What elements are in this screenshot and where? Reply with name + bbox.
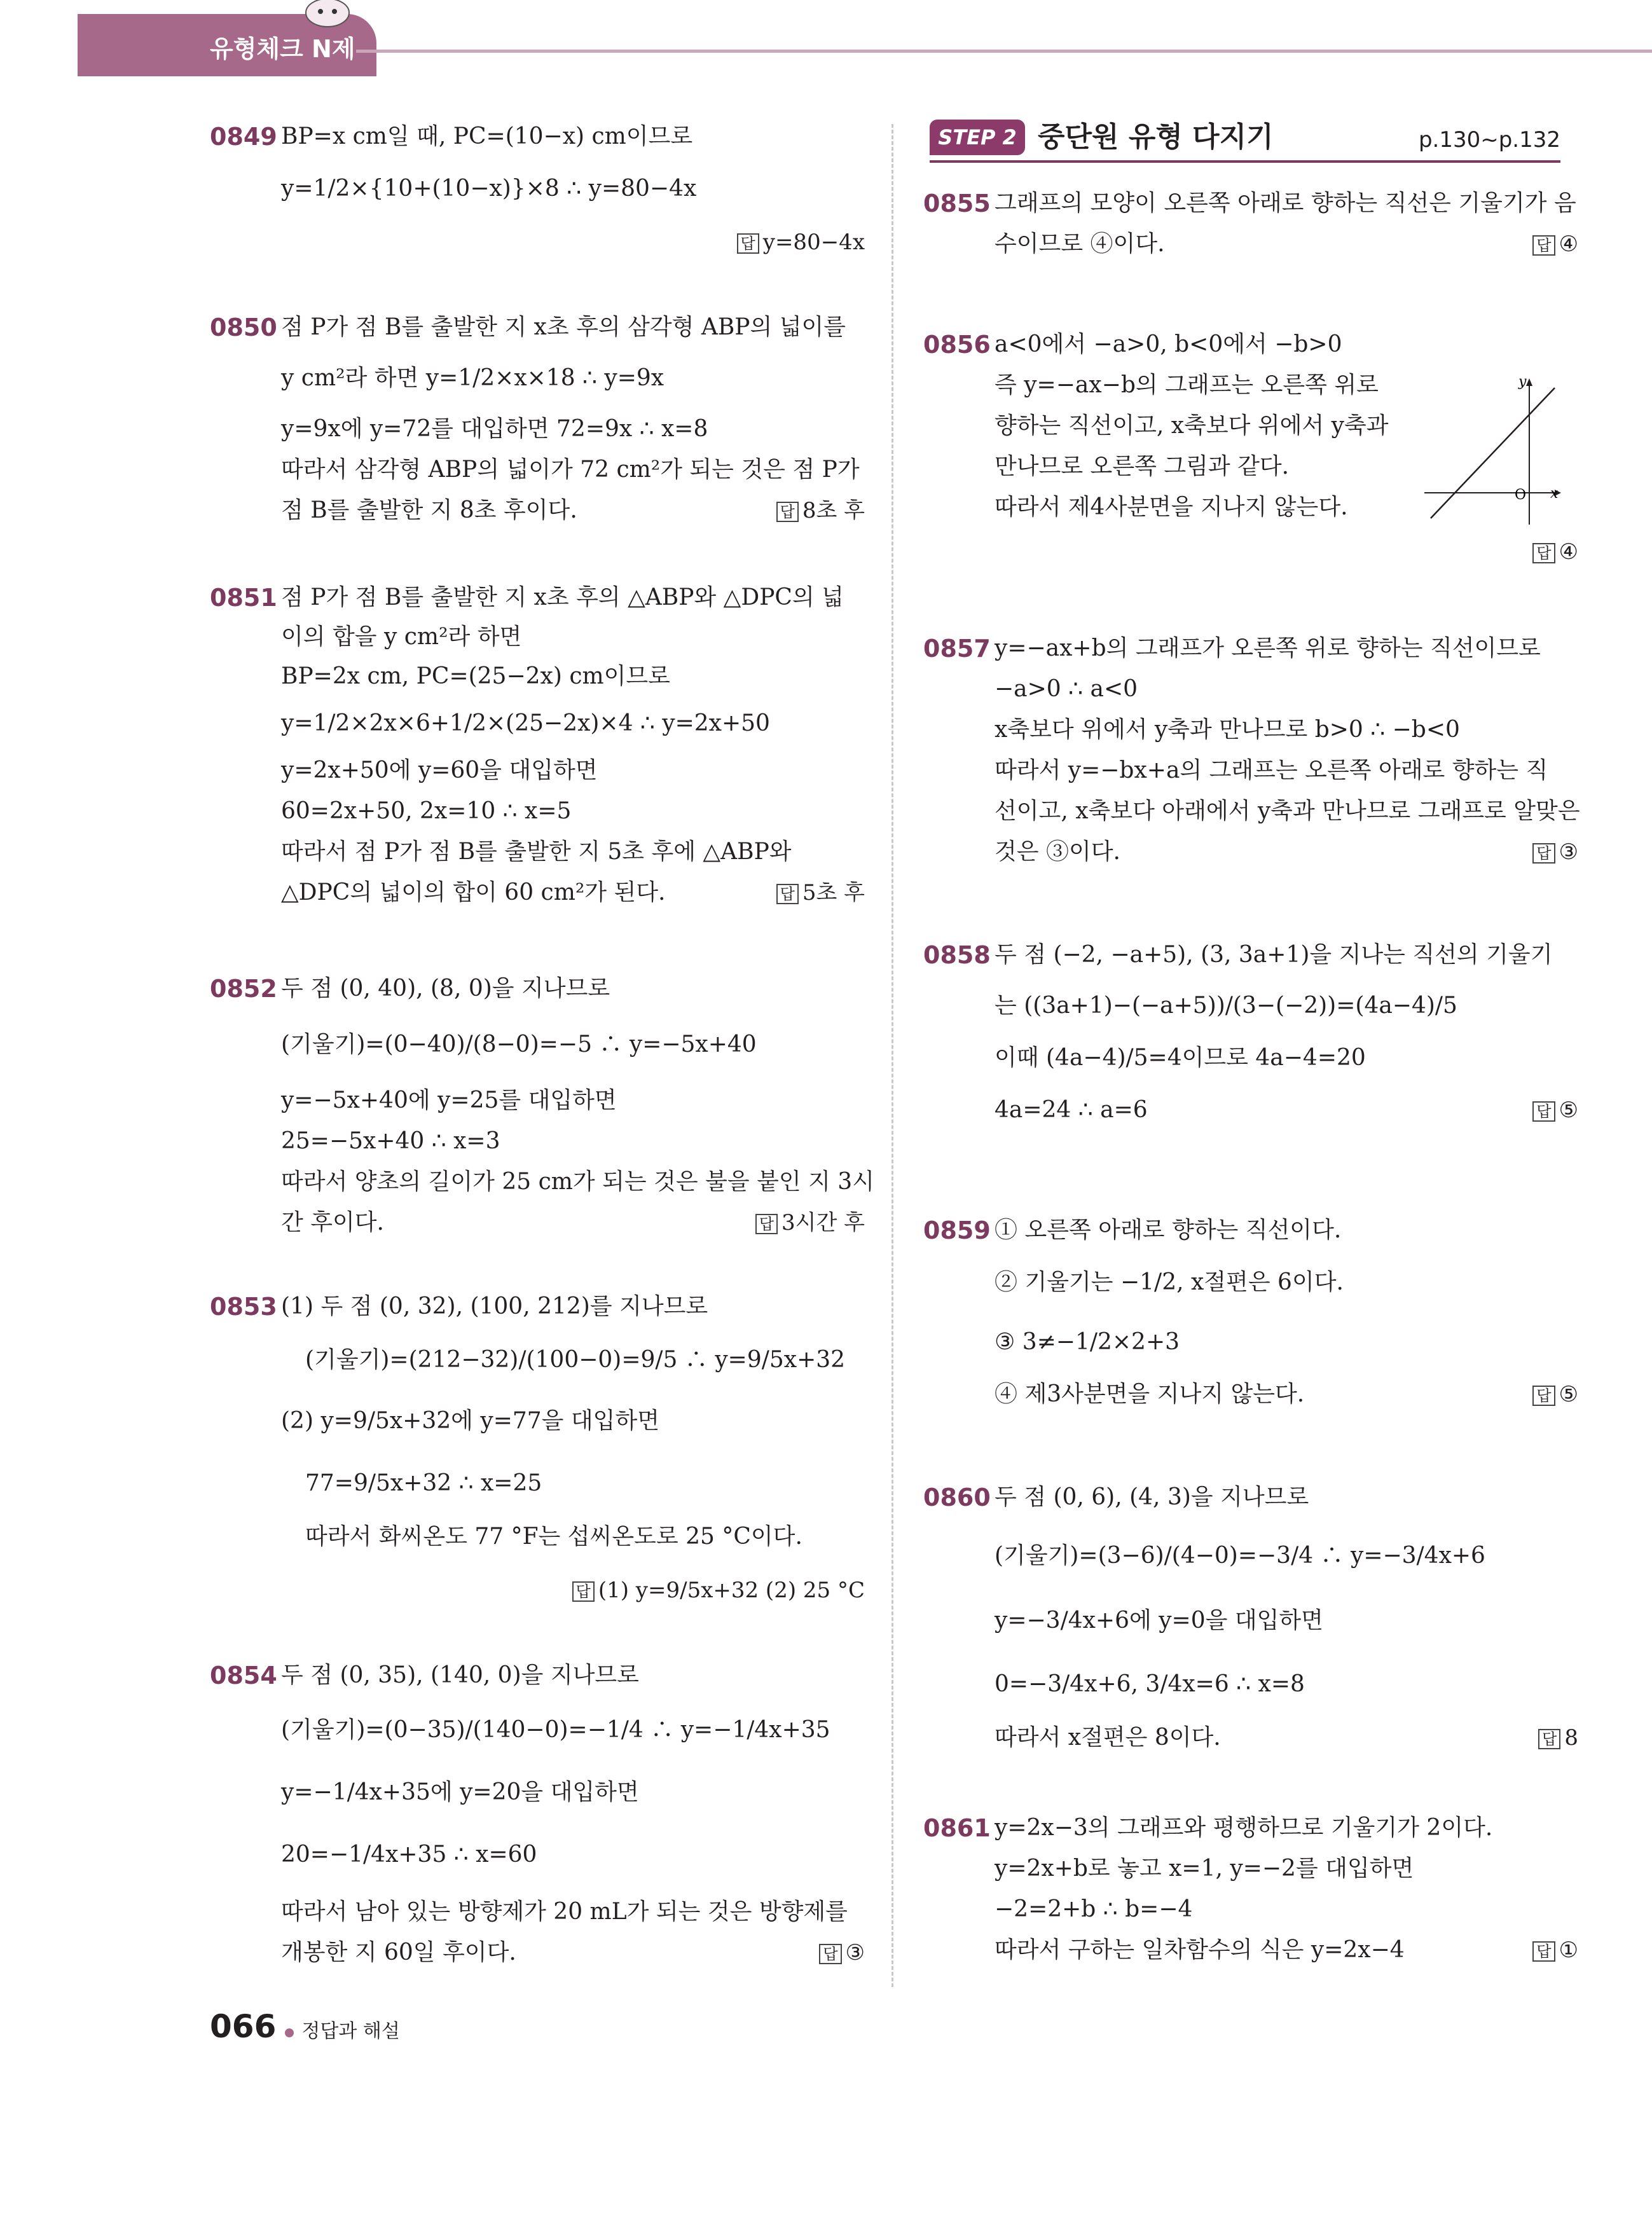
solution-line: 이때 (4a−4)/5=4이므로 4a−4=20	[995, 1045, 1366, 1071]
solution-line: 만나므로 오른쪽 그림과 같다.	[995, 453, 1290, 479]
solution-line: 60=2x+50, 2x=10 ∴ x=5	[281, 798, 572, 824]
solution-line: −2=2+b ∴ b=−4	[995, 1896, 1193, 1922]
problem-number: 0851	[210, 584, 277, 612]
solution-line: 두 점 (0, 6), (4, 3)을 지나므로	[995, 1484, 1309, 1510]
solution-line: 향하는 직선이고, x축보다 위에서 y축과	[995, 413, 1389, 439]
answer-value: 5초 후	[802, 880, 865, 905]
solution-line: 그래프의 모양이 오른쪽 아래로 향하는 직선은 기울기가 음	[995, 190, 1576, 216]
solution-line: 두 점 (0, 35), (140, 0)을 지나므로	[281, 1662, 639, 1688]
answer	[776, 874, 865, 912]
solution-line: 는 ((3a+1)−(−a+5))/(3−(−2))=(4a−4)/5	[995, 993, 1457, 1019]
answer-mark: 답	[1532, 235, 1555, 256]
solution-line: y=1/2×{10+(10−x)}×8 ∴ y=80−4x	[281, 176, 697, 202]
answer-value: ③	[1559, 839, 1578, 865]
problem-number: 0853	[210, 1293, 277, 1321]
answer-value: ①	[1559, 1937, 1578, 1963]
answer-mark: 답	[737, 233, 759, 254]
solution-line: 따라서 양초의 길이가 25 cm가 되는 것은 불을 붙인 지 3시	[281, 1169, 874, 1195]
answer-value: (1) y=9/5x+32 (2) 25 °C	[598, 1578, 865, 1603]
answer-value: ⑤	[1559, 1382, 1578, 1407]
answer	[819, 1934, 865, 1972]
problem-number: 0850	[210, 313, 277, 341]
problem-number: 0852	[210, 975, 277, 1003]
answer	[755, 1204, 865, 1242]
answer-mark: 답	[755, 1214, 778, 1234]
solution-line: BP=2x cm, PC=(25−2x) cm이므로	[281, 663, 670, 689]
origin-label: O	[1515, 487, 1527, 503]
solution-line: 점 P가 점 B를 출발한 지 x초 후의 삼각형 ABP의 넓이를	[281, 314, 846, 340]
solution-line: 따라서 점 P가 점 B를 출발한 지 5초 후에 △ABP와	[281, 839, 792, 865]
answer	[1532, 833, 1578, 871]
mascot-icon	[299, 0, 356, 32]
solution-line: 20=−1/4x+35 ∴ x=60	[281, 1841, 537, 1868]
solution-line: 77=9/5x+32 ∴ x=25	[305, 1470, 542, 1496]
problem-number: 0857	[923, 635, 991, 663]
solution-line: 이의 합을 y cm²라 하면	[281, 624, 522, 650]
answer	[776, 492, 865, 530]
solution-line: 25=−5x+40 ∴ x=3	[281, 1128, 500, 1154]
solution-line: y=−ax+b의 그래프가 오른쪽 위로 향하는 직선이므로	[995, 635, 1541, 661]
problem-number: 0859	[923, 1216, 991, 1244]
answer-value: ④	[1559, 539, 1578, 565]
answer	[1532, 533, 1578, 571]
solution-line: ④ 제3사분면을 지나지 않는다.	[995, 1381, 1305, 1407]
solution-line: 따라서 구하는 일차함수의 식은 y=2x−4	[995, 1937, 1405, 1963]
solution-line: (기울기)=(0−35)/(140−0)=−1/4 ∴ y=−1/4x+35	[281, 1717, 830, 1743]
solution-line: 선이고, x축보다 아래에서 y축과 만나므로 그래프로 알맞은	[995, 798, 1580, 824]
solution-line: a<0에서 −a>0, b<0에서 −b>0	[995, 331, 1342, 357]
solution-line: 따라서 남아 있는 방향제가 20 mL가 되는 것은 방향제를	[281, 1899, 848, 1925]
answer-value: ③	[845, 1940, 865, 1965]
y-axis-arrow	[1526, 378, 1532, 386]
solution-line: (2) y=9/5x+32에 y=77을 대입하면	[281, 1408, 660, 1434]
section-tab-label: 유형체크 N제	[210, 35, 355, 63]
solution-line: y=1/2×2x×6+1/2×(25−2x)×4 ∴ y=2x+50	[281, 710, 770, 736]
step-pages: p.130~p.132	[1418, 127, 1560, 153]
solution-line: y=2x+b로 놓고 x=1, y=−2를 대입하면	[995, 1855, 1414, 1882]
y-axis-label: y	[1518, 374, 1527, 390]
page-footer	[210, 2006, 400, 2047]
problem-number: 0849	[210, 123, 277, 151]
answer	[1532, 1931, 1578, 1969]
problem-number: 0856	[923, 331, 991, 359]
answer-value: ⑤	[1559, 1098, 1578, 1123]
problem-number: 0854	[210, 1662, 277, 1690]
answer	[737, 223, 865, 261]
answer-value: y=80−4x	[762, 230, 865, 255]
solution-line: 두 점 (0, 40), (8, 0)을 지나므로	[281, 975, 610, 1001]
solution-line: 따라서 삼각형 ABP의 넓이가 72 cm²가 되는 것은 점 P가	[281, 457, 860, 483]
solution-line: y=−5x+40에 y=25를 대입하면	[281, 1087, 617, 1113]
problem-number: 0860	[923, 1483, 991, 1511]
x-axis-label: x	[1550, 486, 1559, 502]
column-divider	[891, 124, 893, 1987]
answer-mark: 답	[776, 884, 799, 904]
solution-line: ③ 3≠−1/2×2+3	[995, 1329, 1180, 1355]
answer-value: 3시간 후	[781, 1210, 865, 1235]
solution-line: ① 오른쪽 아래로 향하는 직선이다.	[995, 1217, 1342, 1243]
solution-line: 따라서 x절편은 8이다.	[995, 1724, 1221, 1751]
problem-number: 0855	[923, 189, 991, 217]
solution-line: 따라서 제4사분면을 지나지 않는다.	[995, 494, 1348, 520]
answer	[1532, 225, 1578, 263]
answer-mark: 답	[1532, 543, 1555, 563]
solution-line: 4a=24 ∴ a=6	[995, 1097, 1148, 1123]
answer-mark: 답	[1538, 1729, 1560, 1749]
problem-number: 0861	[923, 1814, 991, 1842]
answer-mark: 답	[1532, 843, 1555, 864]
solution-line: 0=−3/4x+6, 3/4x=6 ∴ x=8	[995, 1671, 1305, 1697]
solution-line: 수이므로 ④이다.	[995, 231, 1165, 257]
step-rule	[930, 160, 1560, 163]
solution-line: 두 점 (−2, −a+5), (3, 3a+1)을 지나는 직선의 기울기	[995, 942, 1553, 968]
solution-line: ② 기울기는 −1/2, x절편은 6이다.	[995, 1269, 1344, 1295]
answer	[572, 1571, 865, 1609]
solution-line: 따라서 y=−bx+a의 그래프는 오른쪽 아래로 향하는 직	[995, 757, 1548, 783]
answer-value: ④	[1559, 231, 1578, 257]
answer	[1532, 1091, 1578, 1129]
line-graph-figure	[1424, 372, 1564, 525]
footer-dot-icon	[285, 2028, 294, 2037]
footer-label: 정답과 해설	[301, 2020, 400, 2042]
answer-mark: 답	[1532, 1941, 1555, 1962]
solution-line: (1) 두 점 (0, 32), (100, 212)를 지나므로	[281, 1293, 708, 1319]
solution-line: △DPC의 넓이의 합이 60 cm²가 된다.	[281, 879, 666, 905]
solution-line: y=−3/4x+6에 y=0을 대입하면	[995, 1607, 1323, 1634]
solution-line: (기울기)=(0−40)/(8−0)=−5 ∴ y=−5x+40	[281, 1031, 757, 1057]
solution-line: 따라서 화씨온도 77 °F는 섭씨온도로 25 °C이다.	[305, 1524, 802, 1550]
solution-line: 점 B를 출발한 지 8초 후이다.	[281, 497, 577, 523]
solution-line: y=−1/4x+35에 y=20을 대입하면	[281, 1779, 639, 1805]
answer	[1538, 1719, 1578, 1757]
header-rule	[356, 50, 1652, 53]
answer-mark: 답	[1532, 1386, 1555, 1406]
solution-line: 점 P가 점 B를 출발한 지 x초 후의 △ABP와 △DPC의 넓	[281, 584, 844, 610]
solution-line: (기울기)=(212−32)/(100−0)=9/5 ∴ y=9/5x+32	[305, 1347, 846, 1373]
solution-line: BP=x cm일 때, PC=(10−x) cm이므로	[281, 123, 693, 149]
answer-mark: 답	[1532, 1101, 1555, 1122]
page-number: 066	[210, 2008, 277, 2045]
solution-line: 즉 y=−ax−b의 그래프는 오른쪽 위로	[995, 372, 1379, 398]
answer-mark: 답	[776, 502, 799, 522]
problem-number: 0858	[923, 941, 991, 969]
answer-mark: 답	[572, 1581, 595, 1602]
answer-mark: 답	[819, 1944, 841, 1964]
solution-line: y cm²라 하면 y=1/2×x×18 ∴ y=9x	[281, 365, 664, 391]
solution-line: 간 후이다.	[281, 1209, 384, 1235]
step-badge: STEP 2	[930, 120, 1025, 155]
solution-line: y=2x+50에 y=60을 대입하면	[281, 757, 598, 783]
solution-line: 것은 ③이다.	[995, 839, 1120, 865]
solution-line: y=2x−3의 그래프와 평행하므로 기울기가 2이다.	[995, 1815, 1493, 1841]
solution-line: (기울기)=(3−6)/(4−0)=−3/4 ∴ y=−3/4x+6	[995, 1543, 1485, 1569]
graph-line	[1431, 388, 1555, 518]
solution-line: −a>0 ∴ a<0	[995, 676, 1138, 702]
answer	[1532, 1375, 1578, 1414]
answer-value: 8초 후	[802, 498, 865, 523]
solution-line: 개봉한 지 60일 후이다.	[281, 1939, 516, 1965]
solution-line: x축보다 위에서 y축과 만나므로 b>0 ∴ −b<0	[995, 717, 1460, 743]
answer-value: 8	[1564, 1725, 1578, 1751]
step-title: 중단원 유형 다지기	[1038, 121, 1274, 153]
solution-line: y=9x에 y=72를 대입하면 72=9x ∴ x=8	[281, 416, 708, 442]
